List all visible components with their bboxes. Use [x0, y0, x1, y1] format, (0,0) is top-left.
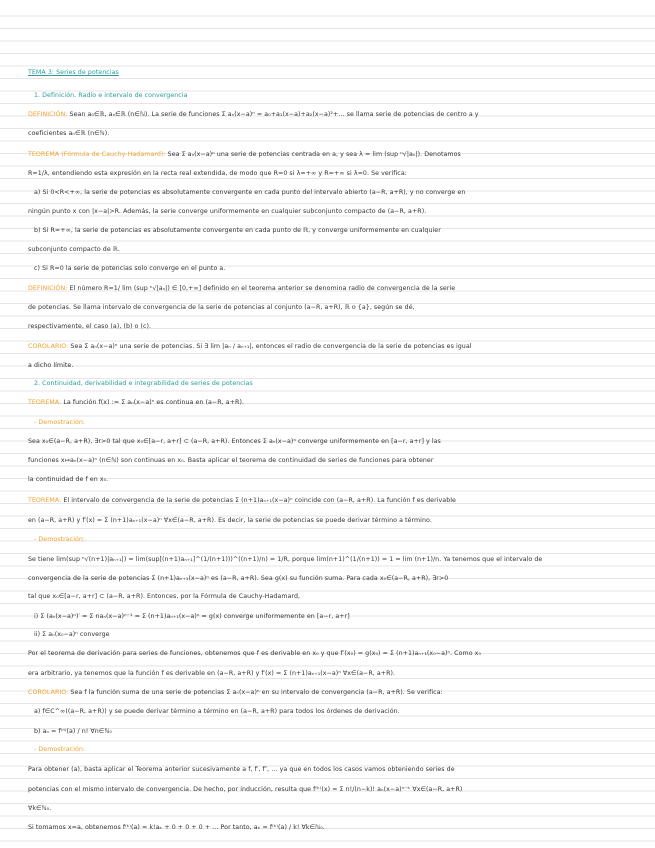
corollary-label: COROLARIO: — [28, 689, 69, 696]
proof-2-line-2: convergencia de la serie de potencias Σ (n+1)aₙ₊₁(x−a)ⁿ es (a−R, a+R). Sea g(x) su función suma. Para cada x₀∈(a−R, a+R), ∃r>0 — [28, 575, 449, 582]
theorem-label: TEOREMA: — [28, 399, 62, 406]
proof-1-line-2: funciones x↦aₙ(x−a)ⁿ (n∈ℕ) son continuas en x₀. Basta aplicar el teorema de continuidad de series de funciones para obtener — [28, 457, 434, 464]
theorem-text: El intervalo de convergencia de la serie de potencias Σ (n+1)aₙ₊₁(x−a)ⁿ coincide con (a−R, a+R). La función f es derivable — [63, 497, 456, 504]
definition-2-line-2: de potencias. Se llama intervalo de convergencia de la serie de potencias al conjunto (a−R, a+R), ℝ o {a}, según se dé, — [28, 304, 415, 311]
theorem-3-line-2: en (a−R, a+R) y f′(x) = Σ (n+1)aₙ₊₁(x−a)ⁿ ∀x∈(a−R, a+R). Es decir, la serie de potencias se puede derivar término a término. — [28, 517, 432, 524]
proof-3-line-4: Si tomamos x=a, obtenemos f⁽ᵏ⁾(a) = k!aₖ + 0 + 0 + 0 + … Por tanto, aₖ = f⁽ᵏ⁾(a) / k! ∀k∈ℕ₀. — [28, 824, 325, 831]
proof-2-item-ii: ii) Σ aₙ(x₀−a)ⁿ converge — [34, 631, 110, 638]
theorem-1-item-b-1: b) Si R=+∞, la serie de potencias es absolutamente convergente en cada punto de ℝ, y converge uniformemente en cualquier — [34, 227, 441, 234]
theorem-1-line-2: R=1/λ, entendiendo esta expresión en la recta real extendida, de modo que R=0 si λ=+∞ y R=+∞ si λ=0. Se verifica: — [28, 170, 407, 177]
section-title-2: 2. Continuidad, derivabilidad e integrabilidad de series de potencias — [34, 380, 253, 387]
definition-label: DEFINICIÓN: — [28, 111, 68, 118]
proof-3-line-3: ∀k∈ℕ₀. — [28, 805, 52, 812]
definition-text: Sean a₀∈ℝ, aₙ∈ℝ (n∈ℕ). La serie de funciones Σ aₙ(x−a)ⁿ = a₀+a₁(x−a)+a₂(x−a)²+… se llama serie de potencias de centro a y — [69, 111, 479, 118]
proof-3-line-2: potencias con el mismo intervalo de convergencia. De hecho, por inducción, resulta que f⁽ᵏ⁾(x) = Σ n!/(n−k)! aₙ(x−a)ⁿ⁻ᵏ ∀x∈(a−R, a+R) — [28, 786, 463, 793]
definition-1-line-2: coeficientes aₙ∈ℝ (n∈ℕ). — [28, 130, 110, 137]
proof-2-line-1: Se tiene lim(sup ⁿ√(n+1)|aₙ₊₁|) = lim(sup[(n+1)aₙ₊₁]^(1/(n+1)))^((n+1)/n) = 1/R, porque lim(n+1)^(1/(n+1)) = 1 = lim (n+1)/n. Ya tenemos que el intervalo de — [28, 556, 543, 563]
corollary-2-line-1 — [28, 688, 641, 697]
corollary-label: COROLARIO: — [28, 343, 69, 350]
definition-2-line-3: respectivamente, el caso (a), (b) o (c). — [28, 323, 152, 330]
proof-label-3: - Demostración: — [34, 746, 86, 753]
theorem-2-line-1 — [28, 398, 641, 407]
corollary-text: Sea Σ aₙ(x−a)ⁿ una serie de potencias. Si ∃ lim |aₙ / aₙ₊₁|, entonces el radio de convergencia de la serie de potencias es igual — [70, 343, 472, 350]
proof-1-line-3: la continuidad de f en x₀. — [28, 476, 109, 483]
proof-1-line-1: Sea x₀∈(a−R, a+R), ∃r>0 tal que x₀∈[a−r, a+r] ⊂ (a−R, a+R). Entonces Σ aₙ(x−a)ⁿ converge uniformemente en [a−r, a+r] y las — [28, 438, 441, 445]
theorem-3-line-1 — [28, 496, 641, 505]
corollary-2-item-a: a) f∈C^∞((a−R, a+R)) y se puede derivar término a término en (a−R, a+R) para todos los órdenes de derivación. — [34, 708, 400, 715]
definition-1-line-1 — [28, 110, 641, 119]
proof-2-line-4: Por el teorema de derivación para series de funciones, obtenemos que f es derivable en x₀ y que f′(x₀) = g(x₀) = Σ (n+1)aₙ₊₁(x₀−a)ⁿ. Como x₀ — [28, 650, 482, 657]
proof-label-2: - Demostración: — [34, 536, 86, 543]
theorem-1-item-a-1: a) Si 0<R<+∞, la serie de potencias es absolutamente convergente en cada punto del intervalo abierto (a−R, a+R), y no converge en — [34, 189, 466, 196]
theorem-1-item-c: c) Si R=0 la serie de potencias solo converge en el punto a. — [34, 265, 226, 272]
proof-3-line-1: Para obtener (a), basta aplicar el Teorema anterior sucesivamente a f, f′, f″, … ya que en todos los casos vamos obteniendo series de — [28, 766, 455, 773]
proof-2-line-5: era arbitrario, ya tenemos que la función f es derivable en (a−R, a+R) y f′(x) = Σ (n+1)aₙ₊₁(x−a)ⁿ ∀x∈(a−R, a+R). — [28, 670, 396, 677]
theorem-1-item-a-2: ningún punto x con |x−a|>R. Además, la serie converge uniformemente en cualquier subconjunto compacto de (a−R, a+R). — [28, 208, 427, 215]
definition-label: DEFINICIÓN: — [28, 285, 68, 292]
theorem-text: La función f(x) := Σ aₙ(x−a)ⁿ es continua en (a−R, a+R). — [63, 399, 244, 406]
corollary-1-line-1 — [28, 342, 641, 351]
theorem-1-line-1 — [28, 150, 641, 159]
theorem-label: TEOREMA (Fórmula de Cauchy-Hadamard): — [28, 151, 166, 158]
proof-2-item-i: i) Σ (aₙ(x−a)ⁿ)′ = Σ naₙ(x−a)ⁿ⁻¹ = Σ (n+1)aₙ₊₁(x−a)ⁿ = g(x) converge uniformemente en [a−r, a+r] — [34, 613, 350, 620]
page-title: TEMA 3: Series de potencias — [28, 69, 119, 76]
definition-2-line-1 — [28, 284, 641, 293]
corollary-2-item-b: b) aₙ = f⁽ⁿ⁾(a) / n! ∀n∈ℕ₀ — [34, 728, 112, 735]
proof-label-1: - Demostración: — [34, 419, 86, 426]
section-title-1: 1. Definición. Radio e intervalo de convergencia — [34, 92, 188, 99]
theorem-1-item-b-2: subconjunto compacto de ℝ. — [28, 246, 120, 253]
definition-text: El número R=1/ lim (sup ⁿ√|aₙ|) ∈ [0,+∞] definido en el teorema anterior se denomina radio de convergencia de la serie — [69, 285, 456, 292]
theorem-label: TEOREMA: — [28, 497, 62, 504]
proof-2-line-3: tal que x₀∈[a−r, a+r] ⊂ (a−R, a+R). Entonces, por la Fórmula de Cauchy-Hadamard, — [28, 593, 301, 600]
corollary-text: Sea f la función suma de una serie de potencias Σ aₙ(x−a)ⁿ en su intervalo de convergencia (a−R, a+R). Se verifica: — [70, 689, 443, 696]
theorem-text: Sea Σ aₙ(x−a)ⁿ una serie de potencias centrada en a, y sea λ = lim (sup ⁿ√|aₙ|). Denotamos — [167, 151, 461, 158]
corollary-1-line-2: a dicho límite. — [28, 362, 74, 369]
